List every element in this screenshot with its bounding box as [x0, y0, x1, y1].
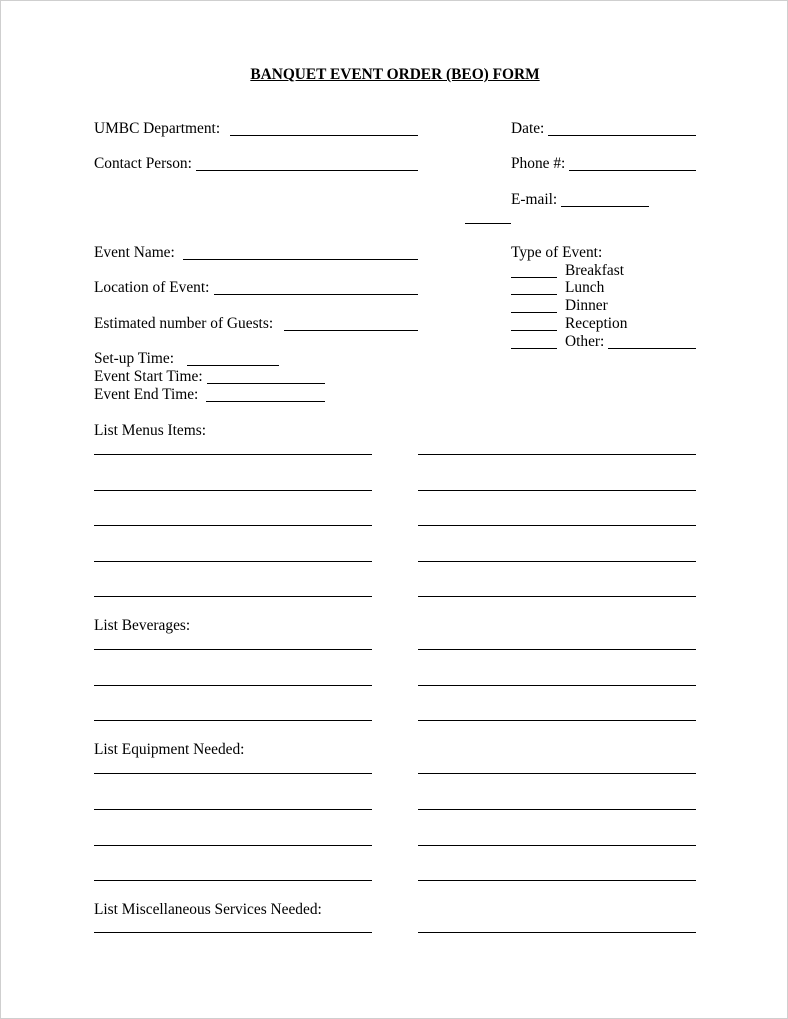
- misc-services-line[interactable]: [94, 932, 372, 933]
- menus-label: List Menus Items:: [94, 422, 207, 439]
- date-label: Date:: [511, 120, 545, 137]
- menu-line[interactable]: [94, 525, 372, 526]
- phone-field[interactable]: [569, 170, 696, 171]
- event-type-other: Other:: [565, 333, 605, 350]
- end-time-field[interactable]: [206, 401, 325, 402]
- other-field[interactable]: [608, 348, 696, 349]
- end-time-label: Event End Time:: [94, 386, 199, 403]
- menu-line[interactable]: [418, 596, 696, 597]
- menu-line[interactable]: [418, 454, 696, 455]
- event-name-field[interactable]: [183, 259, 418, 260]
- start-time-label: Event Start Time:: [94, 368, 203, 385]
- menu-line[interactable]: [418, 525, 696, 526]
- beverages-label: List Beverages:: [94, 617, 191, 634]
- beverage-line[interactable]: [94, 649, 372, 650]
- equipment-line[interactable]: [418, 809, 696, 810]
- beverage-line[interactable]: [94, 685, 372, 686]
- beverage-line[interactable]: [418, 685, 696, 686]
- event-type-lunch: Lunch: [565, 279, 605, 296]
- menu-line[interactable]: [94, 561, 372, 562]
- event-type-dinner: Dinner: [565, 297, 608, 314]
- form-title: BANQUET EVENT ORDER (BEO) FORM: [250, 66, 540, 83]
- equipment-line[interactable]: [94, 773, 372, 774]
- date-field[interactable]: [548, 135, 696, 136]
- equipment-line[interactable]: [94, 809, 372, 810]
- equipment-line[interactable]: [418, 773, 696, 774]
- equipment-line[interactable]: [94, 880, 372, 881]
- location-field[interactable]: [214, 294, 418, 295]
- event-type-breakfast: Breakfast: [565, 262, 624, 279]
- breakfast-blank[interactable]: [511, 277, 557, 278]
- menu-line[interactable]: [418, 561, 696, 562]
- reception-blank[interactable]: [511, 330, 557, 331]
- menu-line[interactable]: [94, 596, 372, 597]
- department-label: UMBC Department:: [94, 120, 221, 137]
- start-time-field[interactable]: [207, 383, 325, 384]
- type-of-event-label: Type of Event:: [511, 244, 603, 261]
- event-name-label: Event Name:: [94, 244, 175, 261]
- email-label: E-mail:: [511, 191, 558, 208]
- email-field-continuation[interactable]: [465, 223, 511, 224]
- email-field[interactable]: [561, 206, 649, 207]
- event-type-reception: Reception: [565, 315, 628, 332]
- phone-label: Phone #:: [511, 155, 566, 172]
- misc-services-line[interactable]: [418, 932, 696, 933]
- location-label: Location of Event:: [94, 279, 210, 296]
- menu-line[interactable]: [418, 490, 696, 491]
- menu-line[interactable]: [94, 490, 372, 491]
- beverage-line[interactable]: [418, 649, 696, 650]
- beverage-line[interactable]: [94, 720, 372, 721]
- equipment-line[interactable]: [418, 845, 696, 846]
- dinner-blank[interactable]: [511, 312, 557, 313]
- equipment-line[interactable]: [418, 880, 696, 881]
- beverage-line[interactable]: [418, 720, 696, 721]
- lunch-blank[interactable]: [511, 294, 557, 295]
- misc-services-label: List Miscellaneous Services Needed:: [94, 901, 322, 918]
- department-field[interactable]: [230, 135, 418, 136]
- setup-time-label: Set-up Time:: [94, 350, 174, 367]
- contact-field[interactable]: [196, 170, 418, 171]
- guests-label: Estimated number of Guests:: [94, 315, 274, 332]
- other-blank[interactable]: [511, 348, 557, 349]
- setup-time-field[interactable]: [187, 365, 279, 366]
- equipment-line[interactable]: [94, 845, 372, 846]
- contact-label: Contact Person:: [94, 155, 192, 172]
- menu-line[interactable]: [94, 454, 372, 455]
- equipment-label: List Equipment Needed:: [94, 741, 245, 758]
- guests-field[interactable]: [284, 330, 418, 331]
